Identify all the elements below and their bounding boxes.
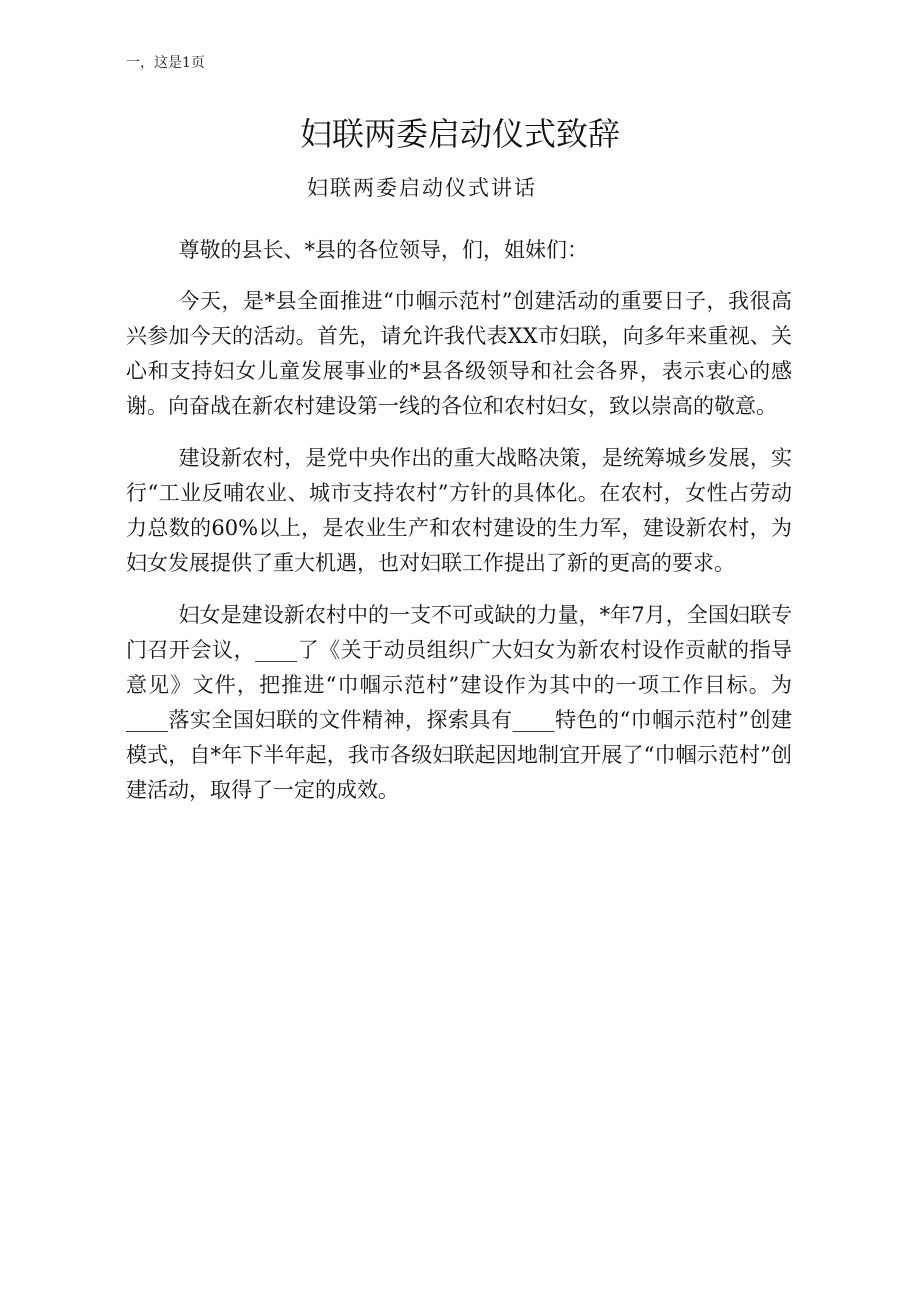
paragraph-new-countryside: 建设新农村，是党中央作出的重大战略决策，是统筹城乡发展，实行“工业反哺农业、城市支持农村”方针的具体化。在农村，女性占劳动力总数的60%以上，是农业生产和农村建设的生力军，建设新农村，为妇女发展提供了重大机遇，也对妇联工作提出了新的更高的要求。: [126, 446, 792, 575]
paragraph-opening: 今天，是*县全面推进“巾帼示范村”创建活动的重要日子，我很高兴参加今天的活动。首先，请允许我代表XX市妇联，向多年来重视、关心和支持妇女儿童发展事业的*县各级领导和社会各界，表示衷心的感谢。向奋战在新农村建设第一线的各位和农村妇女，致以崇高的敬意。: [126, 289, 792, 418]
document-title: 妇联两委启动仪式致辞: [299, 115, 620, 153]
document-body: [126, 233, 792, 825]
paragraph-women-force: 妇女是建设新农村中的一支不可或缺的力量，*年7月，全国妇联专门召开会议，____了《关于动员组织广大妇女为新农村设作贡献的指导意见》文件，把推进“巾帼示范村”建设作为其中的一项工作目标。为____落实全国妇联的文件精神，探索具有____特色的“巾帼示范村”创建模式，自*年下半年起，我市各级妇联起因地制宜开展了“巾帼示范村”创建活动，取得了一定的成效。: [126, 603, 792, 802]
document-subtitle: 妇联两委启动仪式讲话: [307, 176, 537, 200]
page-header-label: 一，这是1页: [126, 55, 205, 71]
greeting-paragraph: 尊敬的县长、*县的各位领导，们，姐妹们：: [178, 238, 588, 262]
